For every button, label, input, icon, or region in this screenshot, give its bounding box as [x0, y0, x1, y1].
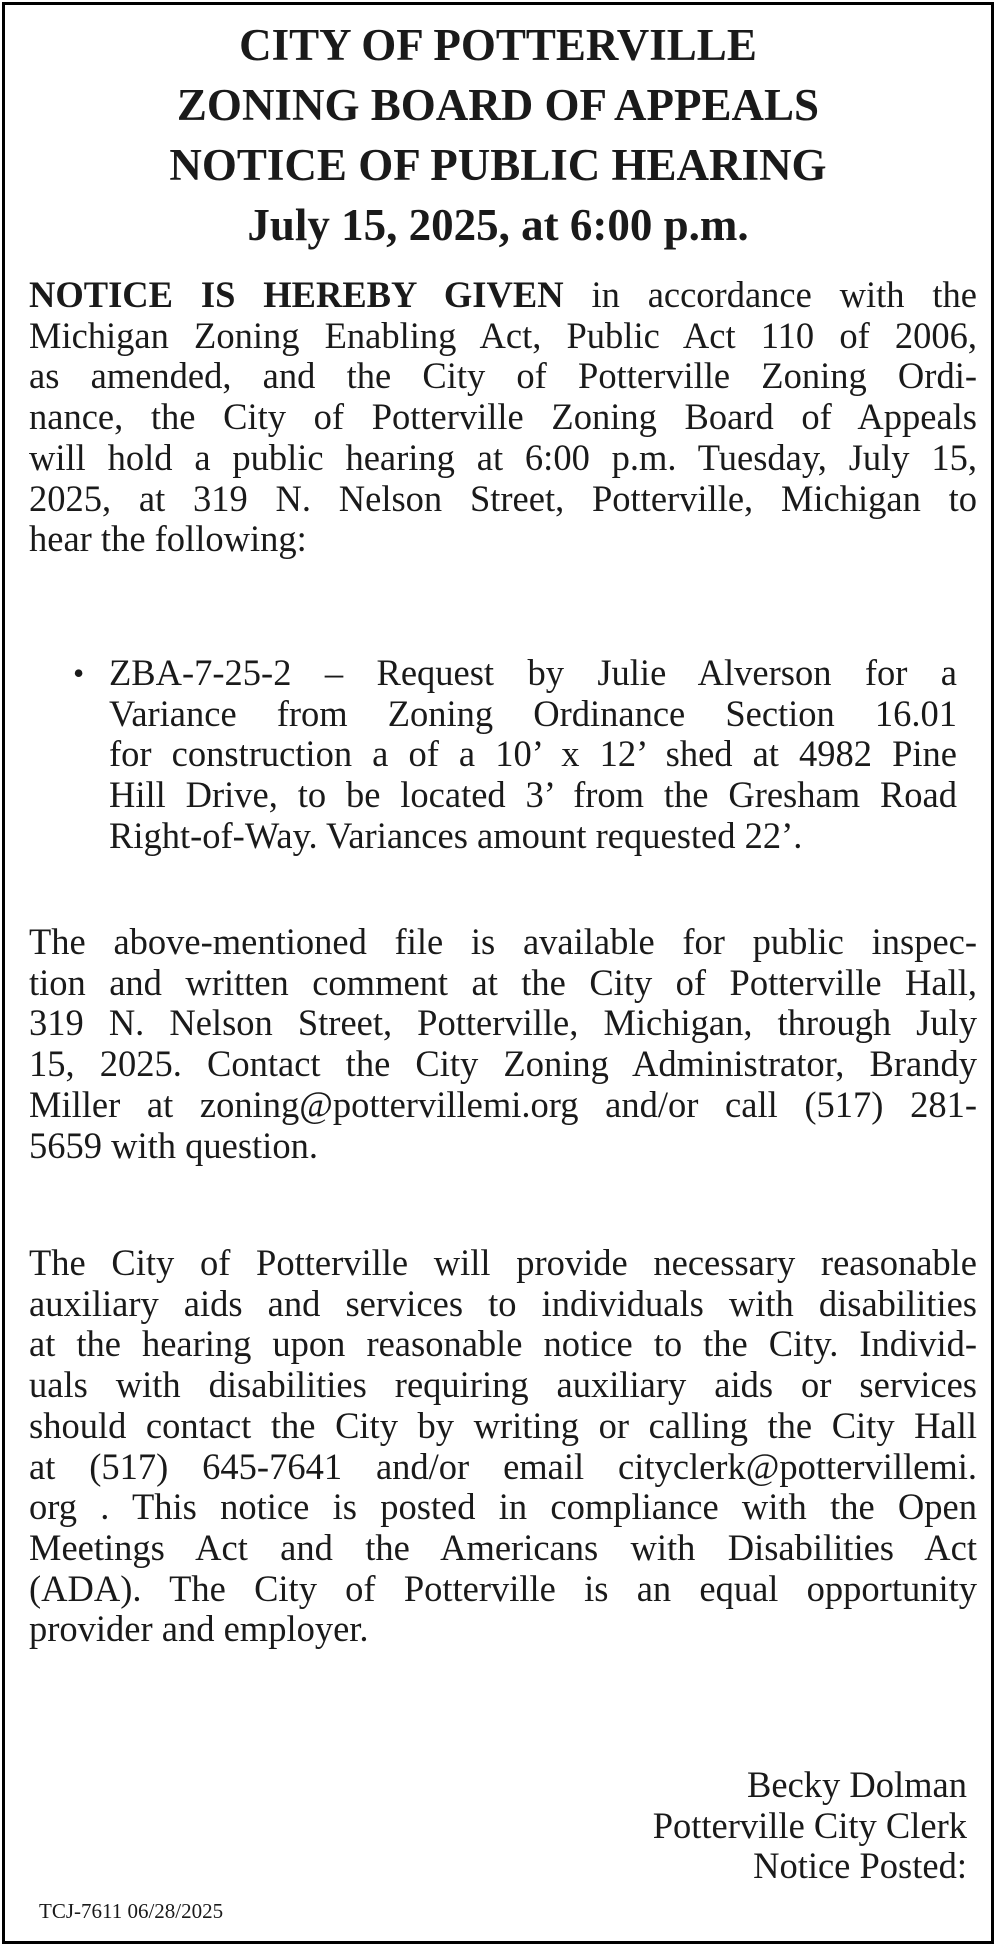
header-notice-title: NOTICE OF PUBLIC HEARING	[169, 140, 827, 190]
inspection-line-3: 319 N. Nelson Street, Potterville, Michigan, through July	[29, 1002, 977, 1044]
publication-code: TCJ-7611 06/28/2025	[39, 1899, 224, 1923]
inspection-line-1: The above-mentioned file is available for public inspec-	[29, 921, 977, 962]
item-line-2: Variance from Zoning Ordinance Section 16.01	[109, 692, 957, 734]
ada-line-1: The City of Potterville will provide necessary reasonable	[29, 1242, 977, 1283]
header-date: July 15, 2025, at 6:00 p.m.	[247, 200, 749, 250]
notice-frame	[2, 2, 994, 1944]
ada-line-4: uals with disabilities requiring auxiliary aids or services	[29, 1364, 977, 1406]
ada-line-3: at the hearing upon reasonable notice to the City. Individ-	[29, 1323, 977, 1365]
signature-block	[653, 1765, 967, 1887]
intro-line-4: nance, the City of Potterville Zoning Board of Appeals	[29, 396, 977, 438]
item-line-5: Right-of-Way. Variances amount requested 22’.	[109, 814, 803, 856]
clerk-title: Potterville City Clerk	[652, 1804, 967, 1846]
notice-posted-label: Notice Posted:	[753, 1845, 967, 1887]
intro-line-1-rest: in accordance with the	[591, 274, 978, 315]
clerk-name: Becky Dolman	[747, 1764, 967, 1805]
inspection-paragraph	[29, 922, 977, 1166]
intro-line-3: as amended, and the City of Potterville Zoning Ordi-	[29, 355, 977, 397]
intro-lead: NOTICE IS HEREBY GIVEN	[29, 274, 564, 315]
ada-line-7: org . This notice is posted in compliance with the Open	[29, 1486, 977, 1528]
ada-line-9: (ADA). The City of Potterville is an equal opportunity	[29, 1567, 977, 1609]
header-city: CITY OF POTTERVILLE	[239, 20, 757, 70]
ada-line-6: at (517) 645-7641 and/or email cityclerk@pottervillemi.	[29, 1445, 977, 1487]
ada-line-10: provider and employer.	[29, 1608, 369, 1650]
intro-line-1	[29, 275, 977, 316]
intro-line-6: 2025, at 319 N. Nelson Street, Potterville, Michigan to	[29, 477, 977, 519]
header-board: ZONING BOARD OF APPEALS	[176, 80, 820, 130]
ada-line-2: auxiliary aids and services to individuals with disabilities	[29, 1282, 977, 1324]
item-line-3: for construction a of a 10’ x 12’ shed at 4982 Pine	[109, 733, 957, 775]
intro-line-5: will hold a public hearing at 6:00 p.m. Tuesday, July 15,	[29, 436, 977, 478]
notice-header	[5, 15, 991, 255]
intro-paragraph	[29, 275, 977, 560]
inspection-line-5: Miller at zoning@pottervillemi.org and/or call (517) 281-	[29, 1083, 977, 1125]
item-line-1: ZBA-7-25-2 – Request by Julie Alverson for a	[109, 652, 957, 693]
inspection-line-4: 15, 2025. Contact the City Zoning Administrator, Brandy	[29, 1043, 977, 1085]
intro-line-2: Michigan Zoning Enabling Act, Public Act 110 of 2006,	[29, 314, 977, 356]
inspection-line-6: 5659 with question.	[29, 1124, 318, 1166]
intro-line-7: hear the following:	[29, 518, 307, 560]
ada-paragraph	[29, 1243, 977, 1650]
inspection-line-2: tion and written comment at the City of Potterville Hall,	[29, 961, 977, 1003]
hearing-item	[109, 653, 957, 857]
ada-line-5: should contact the City by writing or calling the City Hall	[29, 1404, 977, 1446]
bullet-dot: •	[73, 655, 85, 691]
item-line-4: Hill Drive, to be located 3’ from the Gresham Road	[109, 774, 957, 816]
ada-line-8: Meetings Act and the Americans with Disabilities Act	[29, 1526, 977, 1568]
